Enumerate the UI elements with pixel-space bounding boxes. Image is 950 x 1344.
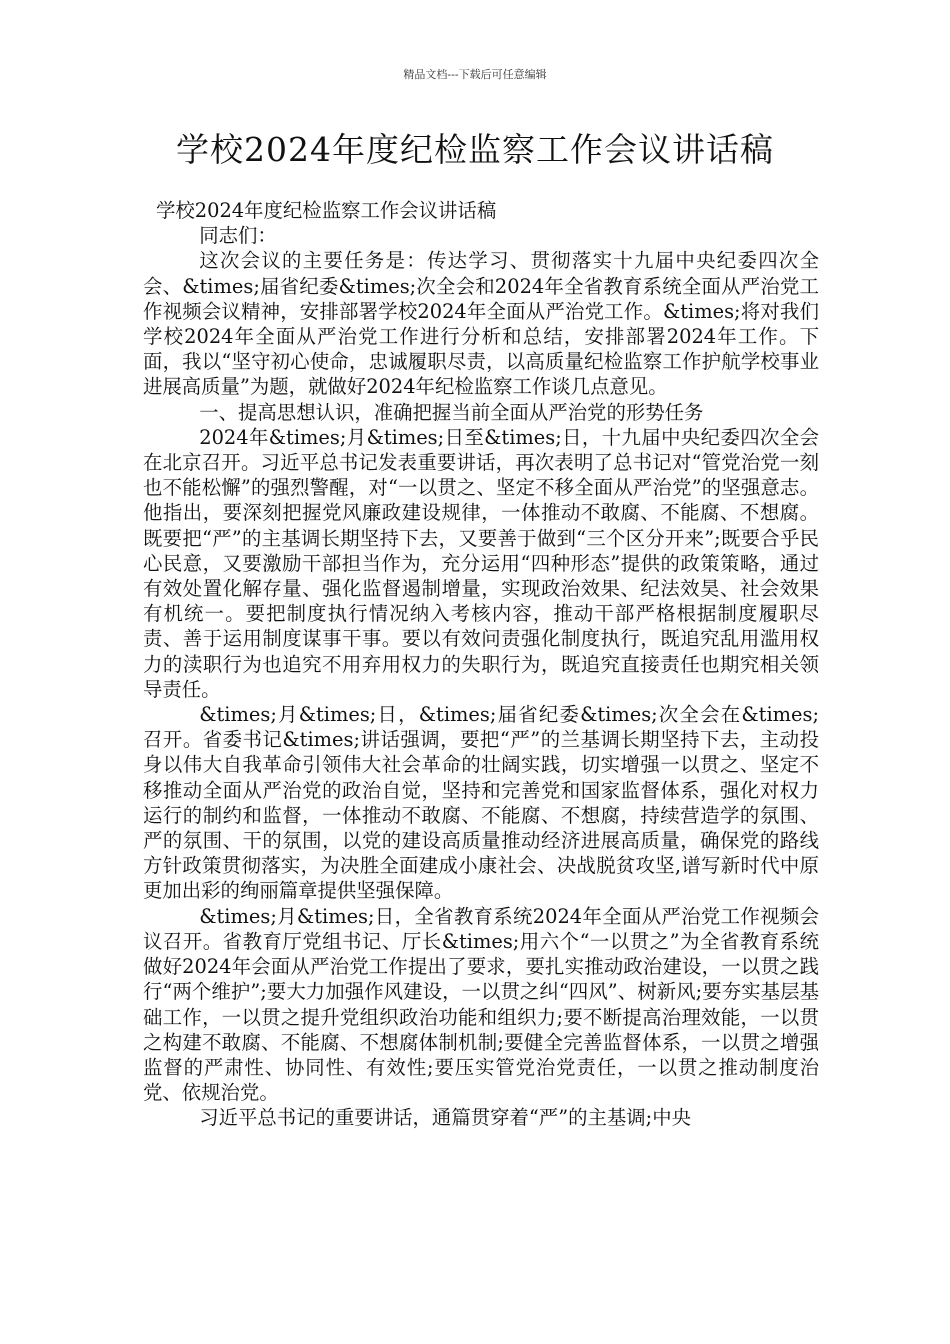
- document-title: 学校2024年度纪检监察工作会议讲话稿: [176, 130, 774, 169]
- section-heading-1: 一、提高思想认识，准确把握当前全面从严治党的形势任务: [199, 400, 704, 424]
- header-note: 精品文档---下载后可任意编辑: [403, 68, 547, 81]
- salutation: 同志们：: [199, 224, 277, 248]
- paragraph-central-plenary: 2024年&times;月&times;日至&times;日，十九届中央纪委四次全会在北京召开。习近平总书记发表重要讲话，再次表明了总书记对“管党治党一刻也不能松懈”的强烈警醒，对“一以贯之、坚定不移全面从严治党”的坚强意志。他指出，要深刻把握党风廉政建设规律，一体推动不敢腐、不能腐、不想腐。既要把“严”的主基调长期坚持下去，又要善于做到“三个区分开来”;既要合乎民心民意，又要激励干部担当作为，充分运用“四种形态”提供的政策策略，通过有效处置化解存量、强化监督遏制增量，实现政治效果、纪法效昊、社会效果有机统一。要把制度执行情况纳入考核内容，推动干部严格根据制度履职尽责、善于运用制度谋事干事。要以有效问责强化制度执行，既追究乱用滥用权力的渎职行为也追究不用弃用权力的失职行为，既追究直接责任也期究相关领导责任。: [143, 425, 819, 701]
- paragraph-continued: 习近平总书记的重要讲话，通篇贯穿着“严”的主基调;中央: [199, 1106, 691, 1130]
- document-body: [143, 198, 819, 1131]
- document-subtitle: 学校2024年度纪检监察工作会议讲话稿: [156, 199, 497, 222]
- paragraph-education-meeting: &times;月&times;日，全省教育系统2024年全面从严治党工作视频会议召开。省教育厅党组书记、厅长&times;用六个“一以贯之”为全省教育系统做好2024年会面从严治党工作提出了要求，要扎实推动政治建设，一以贯之践行“两个维护”;要大力加强作风建设，一以贯之纠“四风”、树新风;要夯实基层基础工作，一以贯之提升党组织政治功能和组织力;要不断提高治理效能，一以贯之构建不敢腐、不能腐、不想腐体制机制;要健全完善监督体系，一以贯之增强监督的严肃性、协同性、有效性;要压实管党治党责任，一以贯之推动制度治党、依规治党。: [143, 904, 819, 1105]
- paragraph-intro: 这次会议的主要任务是：传达学习、贯彻落实十九届中央纪委四次全会、&times;届省纪委&times;次全会和2024年全省教育系统全面从严治党工作视频会议精神，安排部署学校2024年全面从严治党工作。&times;将对我们学校2024年全面从严治党工作进行分析和总结，安排部署2024年工作。下面，我以“坚守初心使命，忠诚履职尽责，以高质量纪检监察工作护航学校事业进展高质量”为题，就做好2024年纪检监察工作谈几点意见。: [143, 249, 819, 399]
- paragraph-provincial-plenary: &times;月&times;日，&times;届省纪委&times;次全会在&times;召开。省委书记&times;讲话强调，要把“严”的兰基调长期坚持下去，主动投身以伟大自我革命引领伟大社会革命的壮阔实践，切实增强一以贯之、坚定不移推动全面从严治党的政治自觉，坚持和完善党和国家监督体系，强化对权力运行的制约和监督，一体推动不敢腐、不能腐、不想腐，持续营造学的氛围、严的氛围、干的氛围，以党的建设高质量推动经济进展高质量，确保党的路线方针政策贯彻落实，为决胜全面建成小康社会、决战脱贫攻坚,谱写新时代中原更加出彩的绚丽篇章提供坚强保障。: [143, 703, 819, 903]
